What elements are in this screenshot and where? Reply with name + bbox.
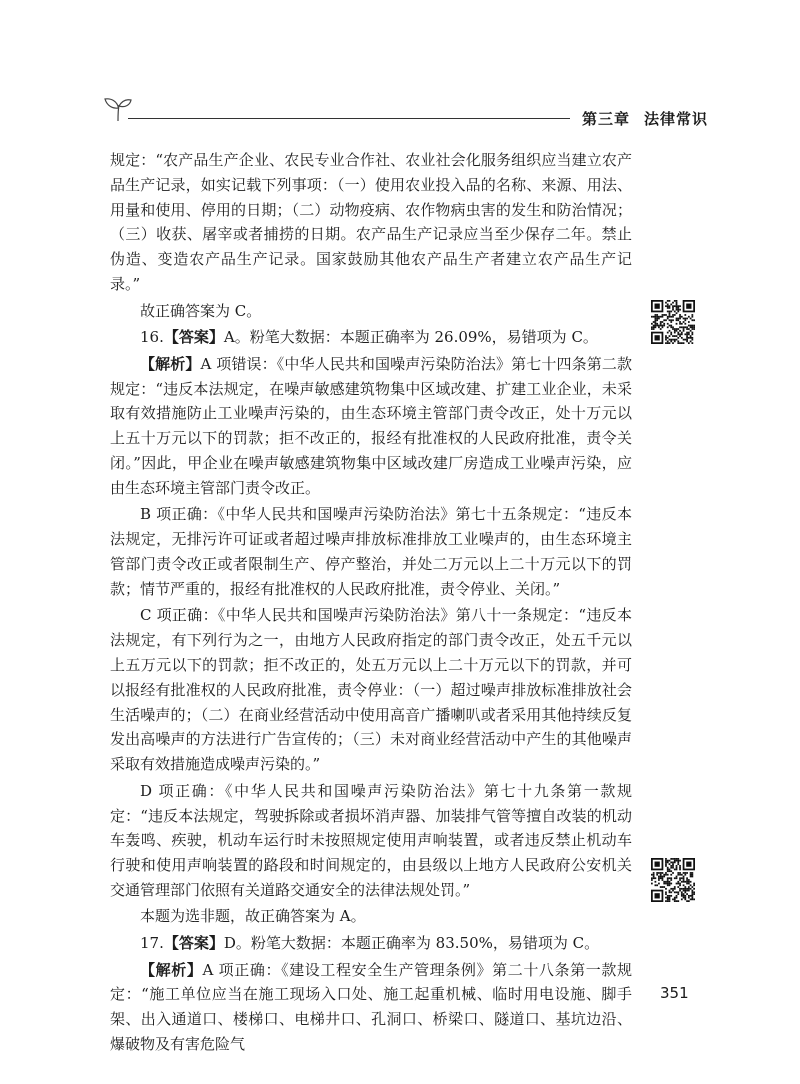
analysis-16-b: B 项正确：《中华人民共和国噪声污染防治法》第七十五条规定：“违反本法规定，无排污许可证或者超过噪声排放标准排放工业噪声的，由生态环境主管部门责令改正或者限制生产、停产整治，并处二万元以上二十万元以下的罚款；情节严重的，报经有批准权的人民政府批准，责令停业、关闭。”: [110, 505, 632, 598]
analysis-label: 【解析】: [140, 354, 201, 373]
chapter-heading: [582, 108, 708, 129]
answer-16: 16.【答案】A。粉笔大数据：本题正确率为 26.09%，易错项为 C。: [140, 328, 598, 347]
analysis-17-a: 【解析】A 项正确：《建设工程安全生产管理条例》第二十八条第一款规定：“施工单位应当在施工现场入口处、施工起重机械、临时用电设施、脚手架、出入通道口、楼梯口、电梯井口、孔洞口、桥梁口、隧道口、基坑边沿、爆破物及有害危险气: [110, 960, 632, 1054]
question-number: 16.: [140, 328, 164, 347]
question-number: 17.: [140, 934, 164, 953]
chapter-title: 法律常识: [644, 110, 709, 128]
page-body: [110, 148, 632, 1059]
analysis-16-d: D 项正确：《中华人民共和国噪声污染防治法》第七十九条第一款规定：“违反本法规定，驾驶拆除或者损坏消声器、加装排气管等擅自改装的机动车轰鸣、疾驶，机动车运行时未按照规定使用声响装置，或者违反禁止机动车行驶和使用声响装置的路段和时间规定的，由县级以上地方人民政府公安机关交通管理部门依照有关道路交通安全的法律法规处罚。”: [110, 781, 632, 899]
header-rule: [128, 118, 570, 119]
qr-code-icon[interactable]: [651, 300, 695, 344]
analysis-label: 【解析】: [140, 960, 203, 979]
answer-17: 17.【答案】D。粉笔大数据：本题正确率为 83.50%，易错项为 C。: [140, 934, 600, 953]
page-header: [0, 0, 800, 140]
page-number: 351: [660, 984, 689, 1002]
analysis-16-a: 【解析】A 项错误：《中华人民共和国噪声污染防治法》第七十四条第二款规定：“违反本法规定，在噪声敏感建筑物集中区域改建、扩建工业企业，未采取有效措施防止工业噪声污染的，由生态环境主管部门责令改正，处十万元以上五十万元以下的罚款；拒不改正的，报经有批准权的人民政府批准，责令关闭。”因此，甲企业在噪声敏感建筑物集中区域改建厂房造成工业噪声污染，应由生态环境主管部门责令改正。: [110, 354, 632, 497]
analysis-16-c: C 项正确：《中华人民共和国噪声污染防治法》第八十一条规定：“违反本法规定，有下列行为之一，由地方人民政府指定的部门责令改正，处五千元以上五万元以下的罚款；拒不改正的，处五万元以上二十万元以下的罚款，并可以报经有批准权的人民政府批准，责令停业：（一）超过噪声排放标准排放社会生活噪声的；（二）在商业经营活动中使用高音广播喇叭或者采用其他持续反复发出高噪声的方法进行广告宣传的；（三）未对商业经营活动中产生的其他噪声采取有效措施造成噪声污染的。”: [110, 606, 632, 774]
paragraph-conclusion-16: 本题为选非题，故正确答案为 A。: [140, 907, 366, 926]
answer-label: 【答案】: [163, 934, 224, 953]
qr-code-icon[interactable]: [651, 858, 695, 902]
paragraph-conclusion-15: 故正确答案为 C。: [140, 301, 262, 320]
answer-label: 【答案】: [163, 328, 224, 347]
chapter-number: 第三章: [582, 110, 631, 128]
paragraph-continuation: 规定：“农产品生产企业、农民专业合作社、农业社会化服务组织应当建立农产品生产记录，如实记载下列事项：（一）使用农业投入品的名称、来源、用法、用量和使用、停用的日期；（二）动物疫病、农作物病虫害的发生和防治情况；（三）收获、屠宰或者捕捞的日期。农产品生产记录应当至少保存二年。禁止伪造、变造农产品生产记录。国家鼓励其他农产品生产者建立农产品生产记录。”: [110, 151, 632, 293]
